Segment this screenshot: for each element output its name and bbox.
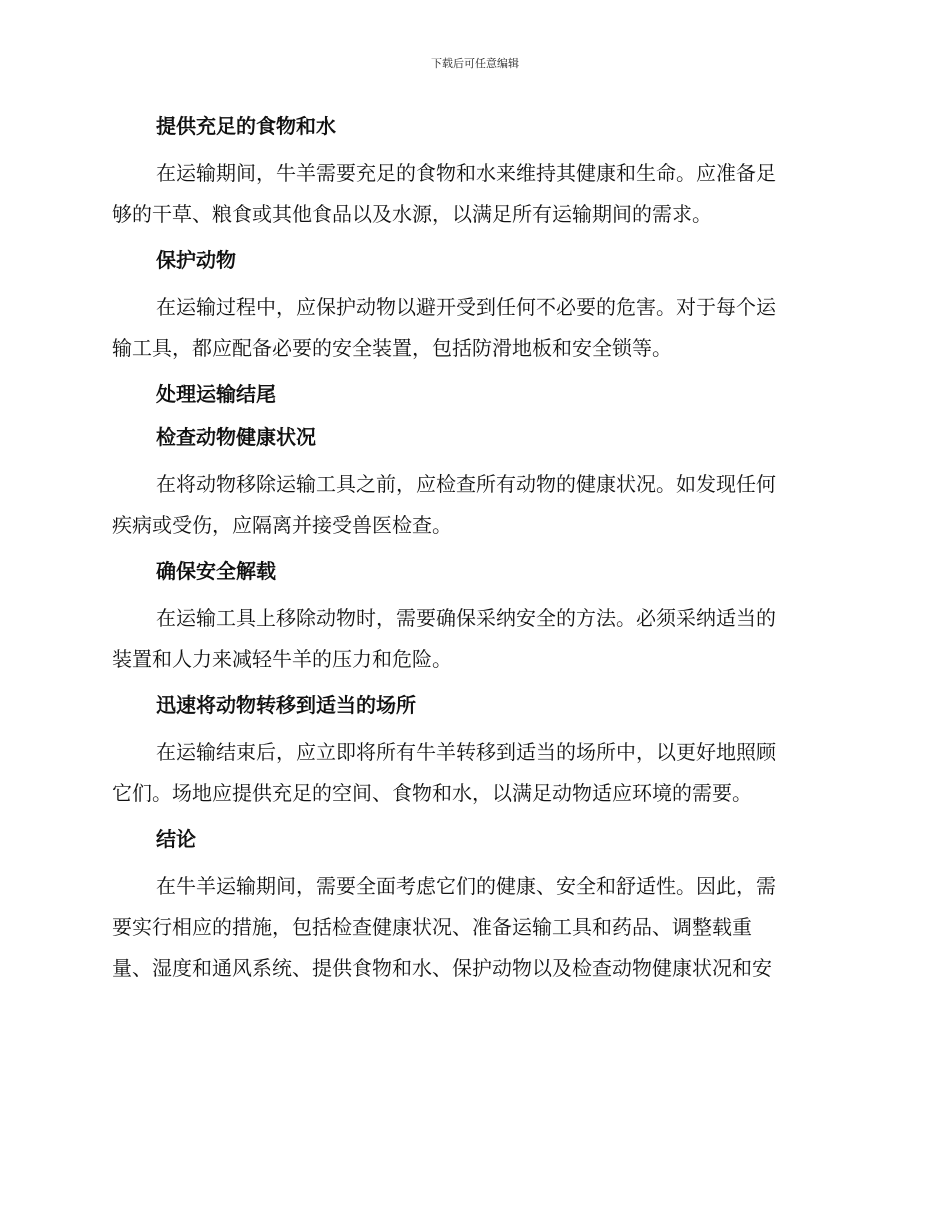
paragraph-line: 装置和人力来减轻牛羊的压力和危险。 — [112, 647, 452, 671]
paragraph-line: 要实行相应的措施，包括检查健康状况、准备运输工具和药品、调整载重 — [112, 915, 752, 939]
paragraph-line: 在运输结束后，应立即将所有牛羊转移到适当的场所中，以更好地照顾 — [156, 740, 776, 764]
section-heading: 提供充足的食物和水 — [156, 114, 336, 138]
paragraph — [112, 866, 830, 989]
paragraph — [112, 732, 830, 814]
document-body — [112, 110, 830, 998]
paragraph — [112, 598, 830, 680]
paragraph-line: 在运输工具上移除动物时，需要确保采纳安全的方法。必须采纳适当的 — [156, 606, 776, 630]
section-heading: 检查动物健康状况 — [156, 425, 316, 449]
paragraph-line: 疾病或受伤，应隔离并接受兽医检查。 — [112, 513, 452, 537]
page-header: 下载后可任意编辑 — [431, 57, 519, 70]
section-heading: 确保安全解载 — [156, 559, 276, 583]
paragraph-line: 在运输过程中，应保护动物以避开受到任何不必要的危害。对于每个运 — [156, 295, 776, 319]
paragraph — [112, 287, 830, 369]
section — [112, 421, 830, 546]
paragraph — [112, 153, 830, 235]
paragraph-line: 够的干草、粮食或其他食品以及水源，以满足所有运输期间的需求。 — [112, 202, 712, 226]
section-heading: 处理运输结尾 — [156, 382, 276, 406]
paragraph-line: 量、湿度和通风系统、提供食物和水、保护动物以及检查动物健康状况和安 — [112, 956, 772, 980]
paragraph-line: 输工具，都应配备必要的安全装置，包括防滑地板和安全锁等。 — [112, 336, 672, 360]
section — [112, 555, 830, 680]
paragraph — [112, 464, 830, 546]
section-heading: 保护动物 — [156, 248, 236, 272]
section-heading: 迅速将动物转移到适当的场所 — [156, 693, 416, 717]
paragraph-line: 在运输期间，牛羊需要充足的食物和水来维持其健康和生命。应准备足 — [156, 161, 776, 185]
section — [112, 110, 830, 235]
section — [112, 823, 830, 989]
paragraph-line: 它们。场地应提供充足的空间、食物和水，以满足动物适应环境的需要。 — [112, 781, 752, 805]
section-heading: 结论 — [156, 827, 196, 851]
section — [112, 689, 830, 814]
section — [112, 378, 830, 411]
paragraph-line: 在将动物移除运输工具之前，应检查所有动物的健康状况。如发现任何 — [156, 472, 776, 496]
section — [112, 244, 830, 369]
paragraph-line: 在牛羊运输期间，需要全面考虑它们的健康、安全和舒适性。因此，需 — [156, 874, 776, 898]
